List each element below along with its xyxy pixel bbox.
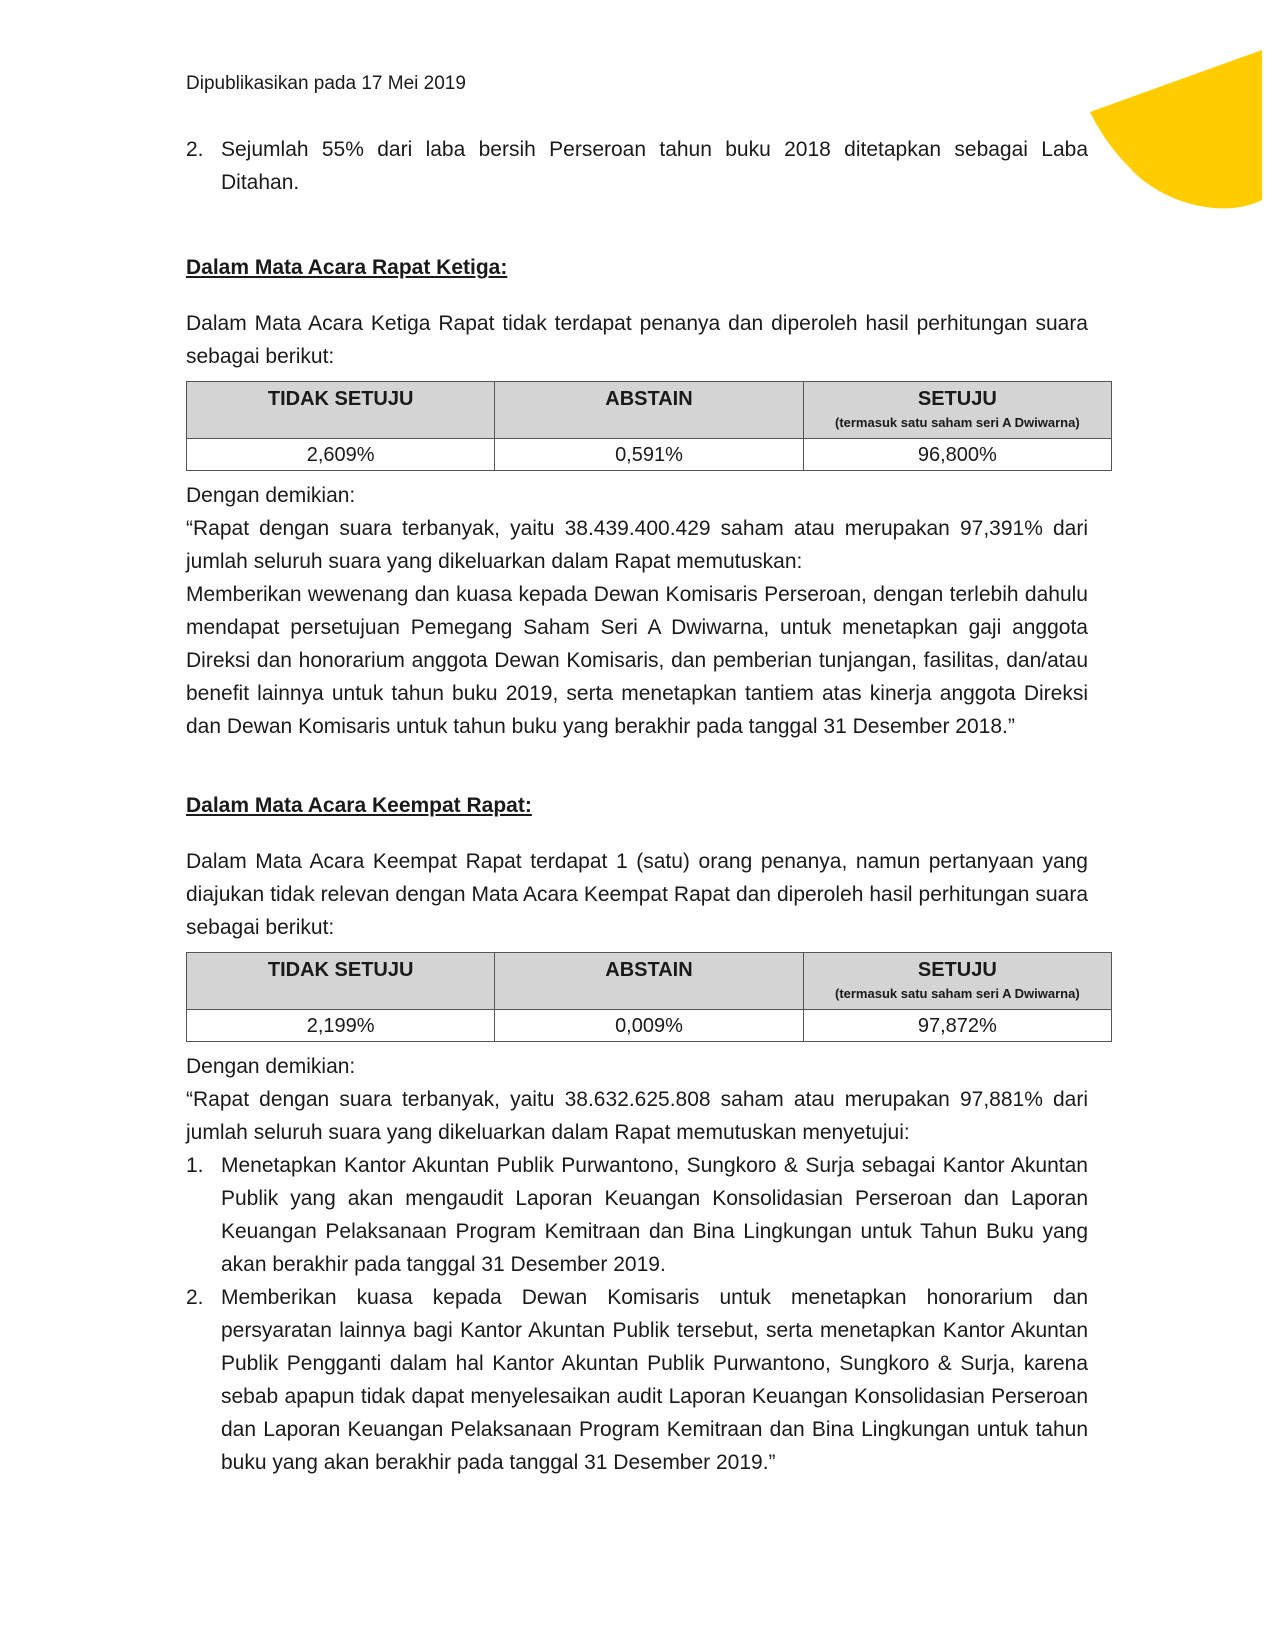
value-abstain: 0,009% (495, 1010, 803, 1042)
section-intro-third: Dalam Mata Acara Ketiga Rapat tidak terdapat penanya dan diperoleh hasil perhitungan suara sebagai berikut: (186, 312, 1088, 368)
section-heading-third: Dalam Mata Acara Rapat Ketiga: (186, 256, 508, 279)
header-setuju-cell (803, 953, 1111, 1010)
resolution-list-fourth (186, 1149, 1088, 1479)
list-item (186, 133, 1088, 199)
list-item (186, 1281, 1088, 1479)
brand-yellow-shape-fill (1090, 50, 1262, 208)
setuju-note: (termasuk satu saham seri A Dwiwarna) (834, 415, 1080, 430)
header-setuju: SETUJU (917, 959, 997, 981)
list-item (186, 1149, 1088, 1281)
value-tidak-setuju: 2,609% (187, 439, 495, 471)
header-setuju: SETUJU (917, 388, 997, 410)
vote-table-third (186, 381, 1112, 471)
list-item-number: 1. (186, 1154, 204, 1177)
section-heading-fourth: Dalam Mata Acara Keempat Rapat: (186, 794, 532, 817)
list-item-text: Memberikan kuasa kepada Dewan Komisaris untuk menetapkan honorarium dan persyaratan lainnya bagi Kantor Akuntan Publik tersebut, serta menetapkan Kantor Akuntan Publik Pengganti dalam hal Kantor Akuntan Publik Purwantono, Sungkoro & Surja, karena sebab apapun tidak dapat menyelesaikan audit Laporan Keuangan Konsolidasian Perseroan dan Laporan Keuangan Pelaksanaan Program Kemitraan dan Bina Lingkungan untuk tahun buku yang akan berakhir pada tanggal 31 Desember 2019.” (221, 1286, 1088, 1474)
table-row (187, 439, 1112, 471)
list-item-number: 2. (186, 1286, 204, 1309)
table-header-row (187, 382, 1112, 439)
header-abstain: ABSTAIN (495, 382, 803, 439)
header-tidak-setuju: TIDAK SETUJU (187, 953, 495, 1010)
value-abstain: 0,591% (495, 439, 803, 471)
brand-yellow-shape (1090, 50, 1275, 220)
section-intro-fourth: Dalam Mata Acara Keempat Rapat terdapat 1 (satu) orang penanya, namun pertanyaan yang diajukan tidak relevan dengan Mata Acara Keempat Rapat dan diperoleh hasil perhitungan suara sebagai berikut: (186, 850, 1088, 939)
conclusion-label-fourth: Dengan demikian: (186, 1055, 356, 1078)
setuju-note: (termasuk satu saham seri A Dwiwarna) (834, 986, 1080, 1001)
header-setuju-cell (803, 382, 1111, 439)
value-tidak-setuju: 2,199% (187, 1010, 495, 1042)
list-item-text: Sejumlah 55% dari laba bersih Perseroan tahun buku 2018 ditetapkan sebagai Laba Ditahan. (221, 138, 1088, 194)
resolution-quote-fourth: “Rapat dengan suara terbanyak, yaitu 38.632.625.808 saham atau merupakan 97,881% dari jumlah seluruh suara yang dikeluarkan dalam Rapat memutuskan menyetujui: (186, 1088, 1088, 1144)
list-item-number: 2. (186, 138, 204, 161)
intro-list (186, 133, 1088, 199)
header-abstain: ABSTAIN (495, 953, 803, 1010)
header-tidak-setuju: TIDAK SETUJU (187, 382, 495, 439)
document-body (186, 133, 1088, 1479)
table-header-row (187, 953, 1112, 1010)
resolution-decision-third: Memberikan wewenang dan kuasa kepada Dewan Komisaris Perseroan, dengan terlebih dahulu mendapat persetujuan Pemegang Saham Seri A Dwiwarna, untuk menetapkan gaji anggota Direksi dan honorarium anggota Dewan Komisaris, dan pemberian tunjangan, fasilitas, dan/atau benefit lainnya untuk tahun buku 2019, serta menetapkan tantiem atas kinerja anggota Direksi dan Dewan Komisaris untuk tahun buku yang berakhir pada tanggal 31 Desember 2018.” (186, 583, 1088, 738)
resolution-quote-third: “Rapat dengan suara terbanyak, yaitu 38.439.400.429 saham atau merupakan 97,391% dari jumlah seluruh suara yang dikeluarkan dalam Rapat memutuskan: (186, 517, 1088, 573)
table-row (187, 1010, 1112, 1042)
published-date: Dipublikasikan pada 17 Mei 2019 (186, 73, 466, 94)
vote-table-fourth (186, 952, 1112, 1042)
value-setuju: 96,800% (803, 439, 1111, 471)
conclusion-label-third: Dengan demikian: (186, 484, 356, 507)
value-setuju: 97,872% (803, 1010, 1111, 1042)
list-item-text: Menetapkan Kantor Akuntan Publik Purwantono, Sungkoro & Surja sebagai Kantor Akuntan Publik yang akan mengaudit Laporan Keuangan Konsolidasian Perseroan dan Laporan Keuangan Pelaksanaan Program Kemitraan dan Bina Lingkungan untuk Tahun Buku yang akan berakhir pada tanggal 31 Desember 2019. (221, 1154, 1088, 1276)
